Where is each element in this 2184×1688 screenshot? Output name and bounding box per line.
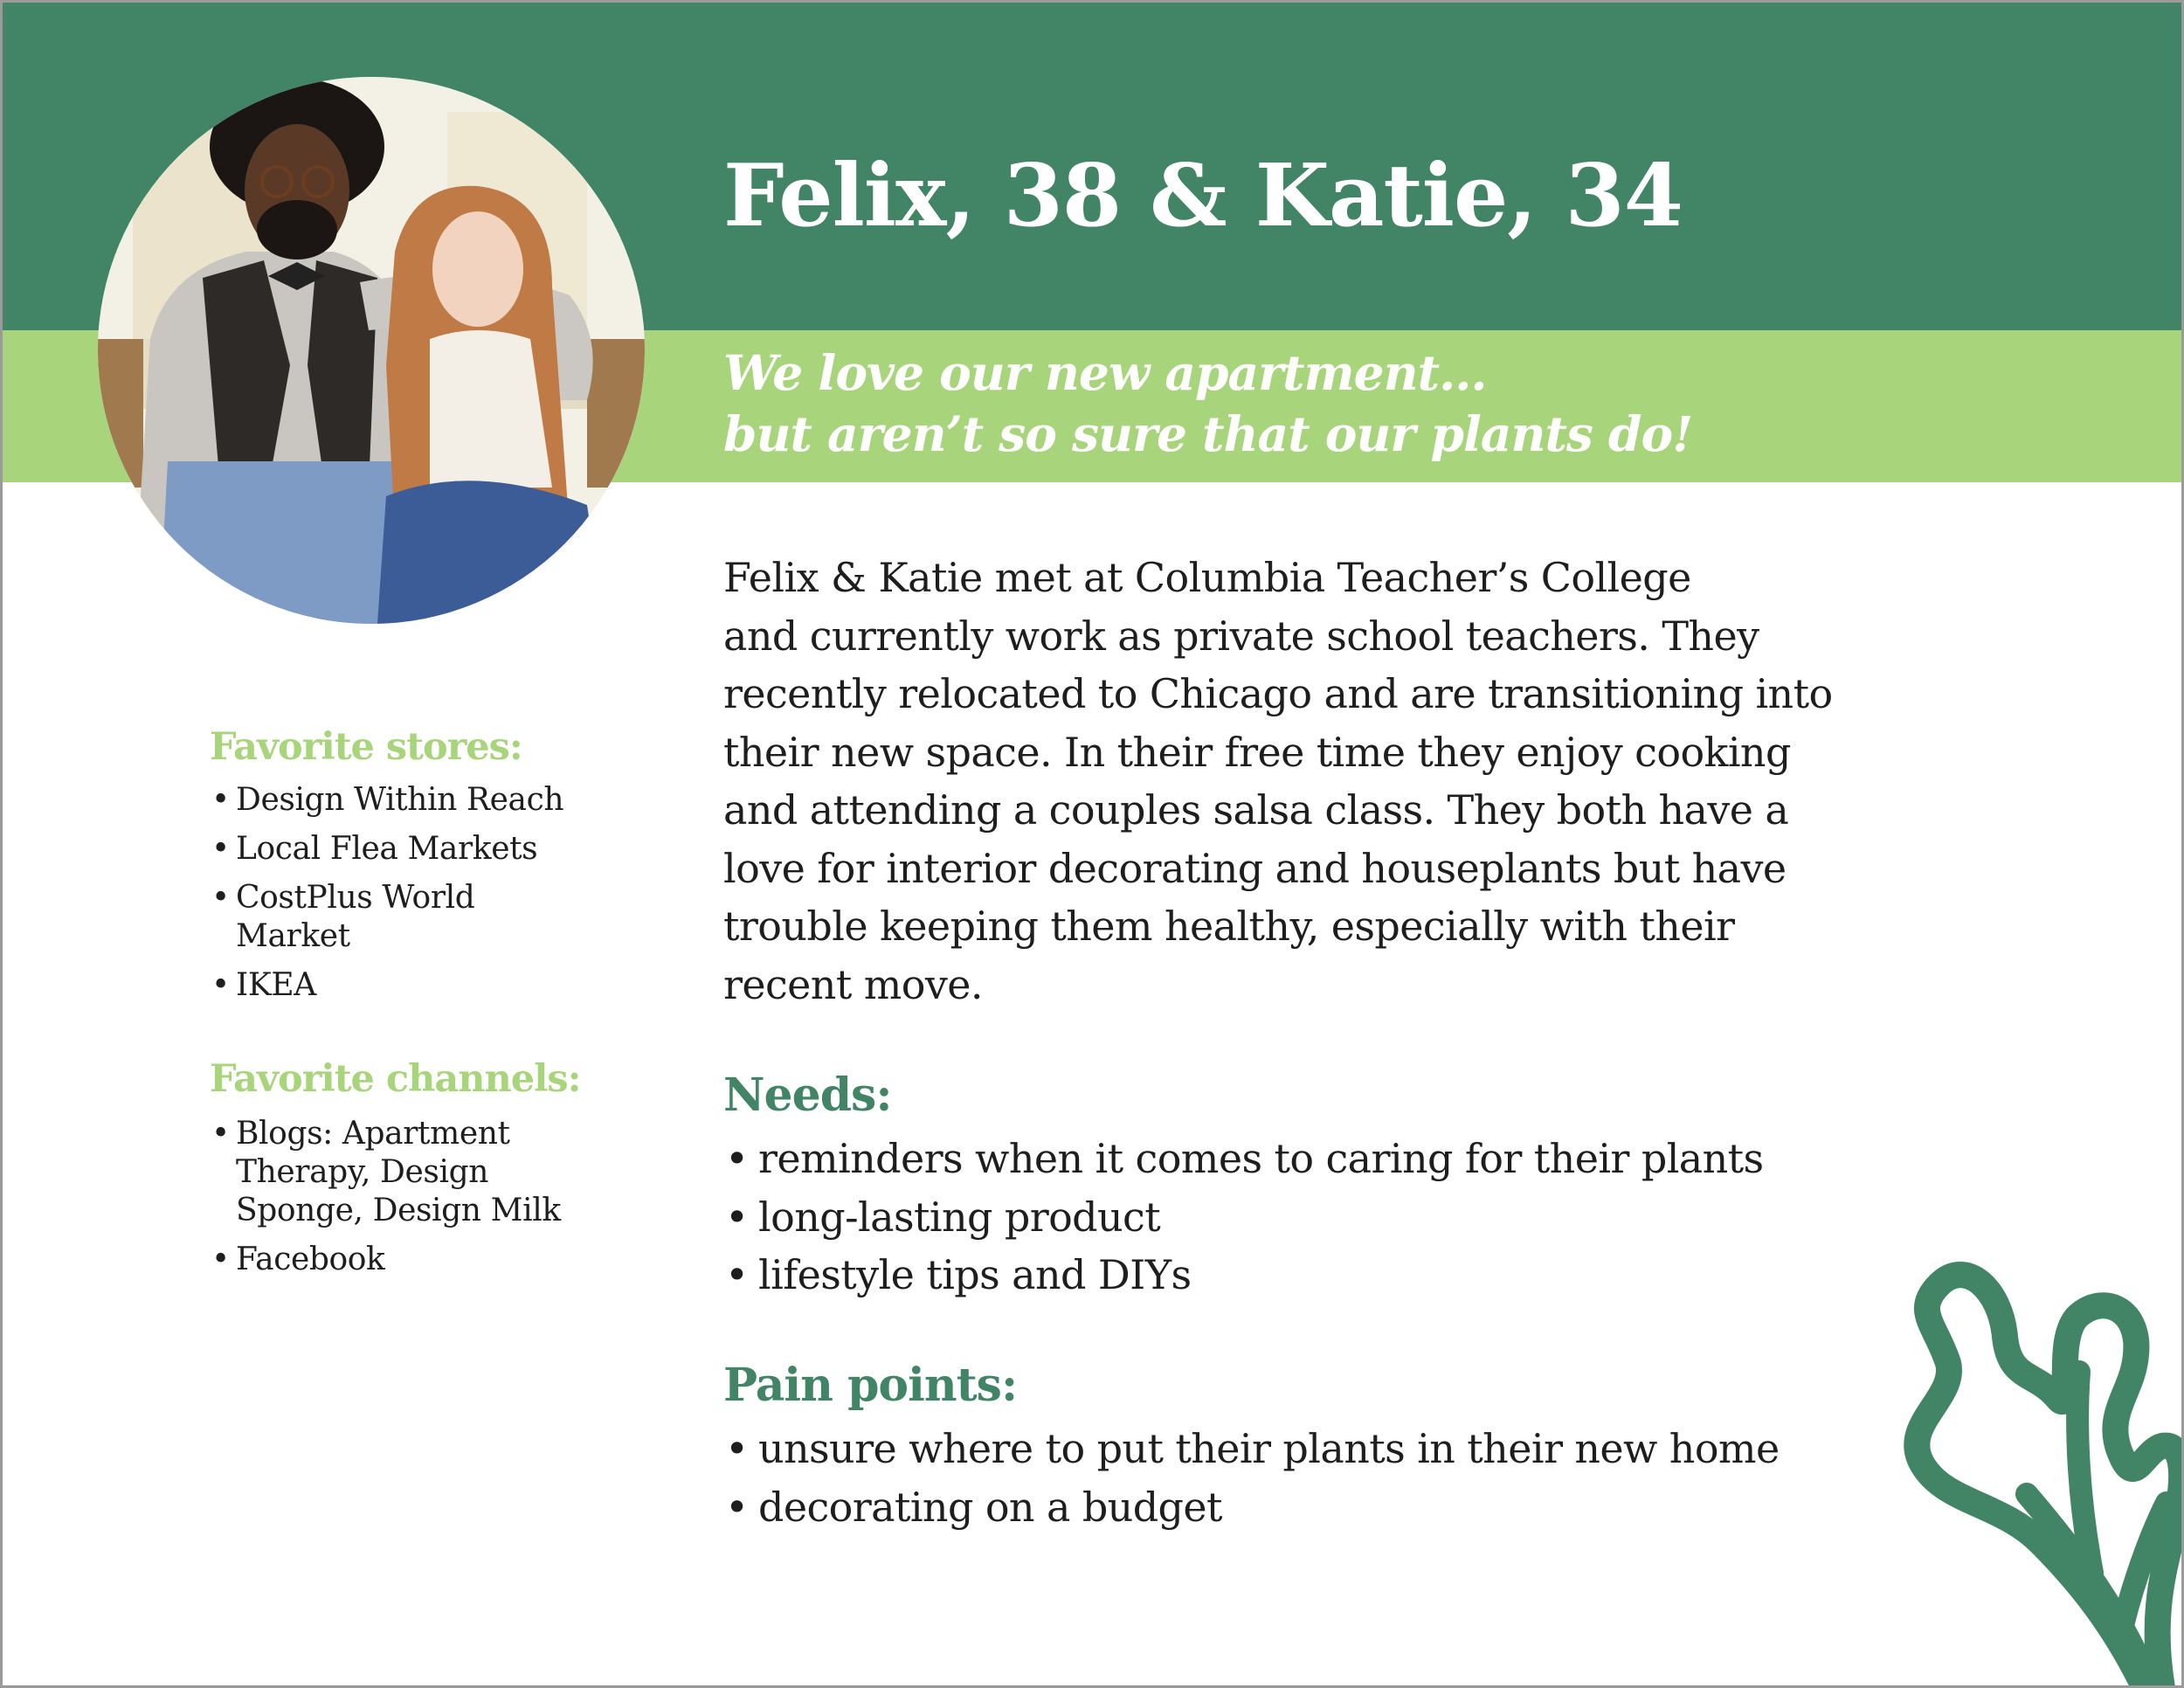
pain-point-item: • decorating on a budget [723,1478,1780,1537]
needs-list [723,1130,1764,1304]
needs-item: • reminders when it comes to caring for their plants [723,1130,1764,1188]
tagline-line-2: but aren’t so sure that our plants do! [723,405,1693,462]
favorite-stores-list [210,781,594,1015]
persona-title: Felix, 38 & Katie, 34 [723,146,1683,246]
persona-photo [98,77,645,624]
channel-item: • Blogs: Apartment Therapy, Design Sponge, Design Milk [210,1115,594,1230]
favorite-channels-heading: Favorite channels: [210,1057,581,1101]
pain-points-heading: Pain points: [723,1359,1018,1412]
store-item: • CostPlus World Market [210,879,594,956]
persona-tagline [723,342,1692,465]
pain-points-list [723,1420,1780,1536]
store-item: • IKEA [210,966,594,1005]
tagline-line-1: We love our new apartment... [723,344,1487,401]
needs-heading: Needs: [723,1069,892,1122]
favorite-channels-list [210,1115,594,1290]
pain-point-item: • unsure where to put their plants in their new home [723,1420,1780,1478]
favorite-stores-heading: Favorite stores: [210,725,522,769]
needs-item: • long-lasting product [723,1188,1764,1247]
persona-photo-illustration [98,77,645,624]
store-item: • Local Flea Markets [210,830,594,868]
channel-item: • Facebook [210,1241,594,1279]
store-item: • Design Within Reach [210,781,594,820]
leaf-icon [1861,1241,2184,1688]
needs-item: • lifestyle tips and DIYs [723,1246,1764,1304]
persona-bio: Felix & Katie met at Columbia Teacher’s College and currently work as private school teachers. They recently relocated to Chicago and are transitioning into their new space. In their free time they enjoy cooking and attending a couples salsa class. They both have a love for interior decorating and houseplants but have trouble keeping them healthy, especially with their recent move. [723,554,1833,1008]
